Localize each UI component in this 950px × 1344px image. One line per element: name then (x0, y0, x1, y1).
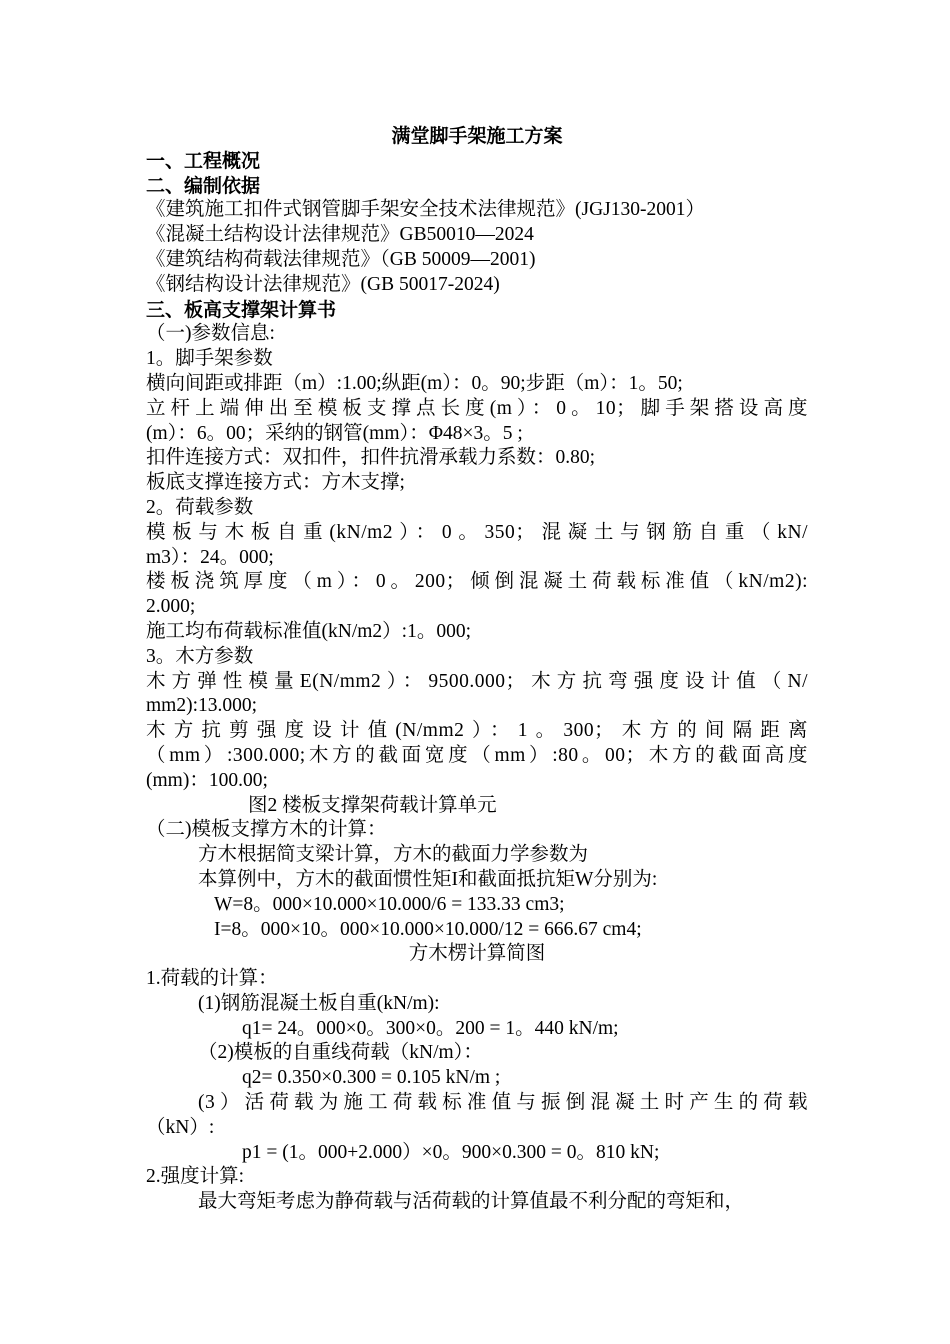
text-line: 最大弯矩考虑为静荷载与活荷载的计算值最不利分配的弯矩和， (198, 1191, 745, 1213)
strength-calc-title: 2.强度计算: (146, 1166, 245, 1188)
params-heading: （一)参数信息: (146, 323, 275, 345)
text-line: （mm）:300.000;木方的截面宽度（mm）:80。00；木方的截面高度 (146, 744, 808, 766)
text-line: (1)钢筋混凝土板自重(kN/m): (198, 992, 440, 1014)
load-calc-title: 1.荷载的计算： (146, 968, 278, 990)
section-heading-overview: 一、工程概况 (146, 149, 261, 172)
formula-q2: q2= 0.350×0.300 = 0.105 kN/m ; (242, 1067, 501, 1089)
text-line: 2.000; (146, 596, 196, 618)
text-line: 本算例中，方木的截面惯性矩I和截面抵抗矩W分别为: (198, 868, 658, 890)
text-line: 模板与木板自重(kN/m2）：0。350；混凝土与钢筋自重（kN/ (146, 521, 808, 543)
formula-w: W=8。000×10.000×10.000/6 = 133.33 cm3; (214, 893, 565, 915)
text-line: 板底支撑连接方式：方木支撑; (146, 472, 405, 494)
figure-caption: 方木楞计算简图 (408, 943, 546, 965)
text-line: (mm)：100.00; (146, 769, 268, 791)
text-line: 木方抗剪强度设计值(N/mm2）：1。300；木方的间隔距离 (146, 720, 808, 742)
section-heading-calculation: 三、板高支撑架计算书 (146, 298, 337, 321)
document-title: 满堂脚手架施工方案 (391, 125, 563, 147)
text-line: 方木根据简支梁计算，方木的截面力学参数为 (198, 844, 589, 866)
text-line: 扣件连接方式：双扣件，扣件抗滑承载力系数：0.80; (146, 447, 596, 469)
formula-p1: p1 = (1。000+2.000）×0。900×0.300 = 0。810 kN; (242, 1141, 660, 1163)
calc-heading: （二)模板支撑方木的计算： (146, 819, 387, 841)
formula-q1: q1= 24。000×0。300×0。200 = 1。440 kN/m; (242, 1017, 619, 1039)
reference-item: 《建筑施工扣件式钢管脚手架安全技术法律规范》(JGJ130-2001） (146, 199, 705, 221)
text-line: (m）：6。00；采纳的钢管(mm）：Φ48×3。5 ; (146, 422, 523, 444)
reference-item: 《混凝土结构设计法律规范》GB50010—2024 (146, 224, 534, 246)
reference-item: 《建筑结构荷载法律规范》（GB 50009—2001) (146, 248, 536, 270)
text-line: （2)模板的自重线荷载（kN/m）： (198, 1042, 483, 1064)
text-line: m3）：24。000; (146, 546, 274, 568)
text-line: 施工均布荷载标准值(kN/m2）:1。000; (146, 620, 471, 642)
text-line: (3）活荷载为施工荷载标准值与振倒混凝土时产生的荷载 (198, 1092, 808, 1114)
formula-i: I=8。000×10。000×10.000×10.000/12 = 666.67 cm4; (214, 918, 642, 940)
scaffold-params-title: 1。脚手架参数 (146, 348, 273, 370)
section-heading-basis: 二、编制依据 (146, 174, 261, 197)
load-params-title: 2。荷载参数 (146, 496, 254, 518)
reference-item: 《钢结构设计法律规范》(GB 50017-2024) (146, 273, 500, 295)
document-page (146, 122, 808, 1215)
text-line: 横向间距或排距（m）:1.00;纵距(m）：0。90;步距（m）：1。50; (146, 372, 683, 394)
text-line: 木方弹性模量E(N/mm2）：9500.000；木方抗弯强度设计值（N/ (146, 670, 808, 692)
timber-params-title: 3。木方参数 (146, 645, 254, 667)
text-line: mm2):13.000; (146, 695, 258, 717)
figure-caption: 图2 楼板支撑架荷载计算单元 (248, 794, 497, 816)
text-line: （kN）: (146, 1116, 215, 1138)
text-line: 楼板浇筑厚度（m）：0。200；倾倒混凝土荷载标准值（kN/m2): (146, 571, 808, 593)
text-line: 立杆上端伸出至模板支撑点长度(m）：0。10；脚手架搭设高度 (146, 397, 808, 419)
